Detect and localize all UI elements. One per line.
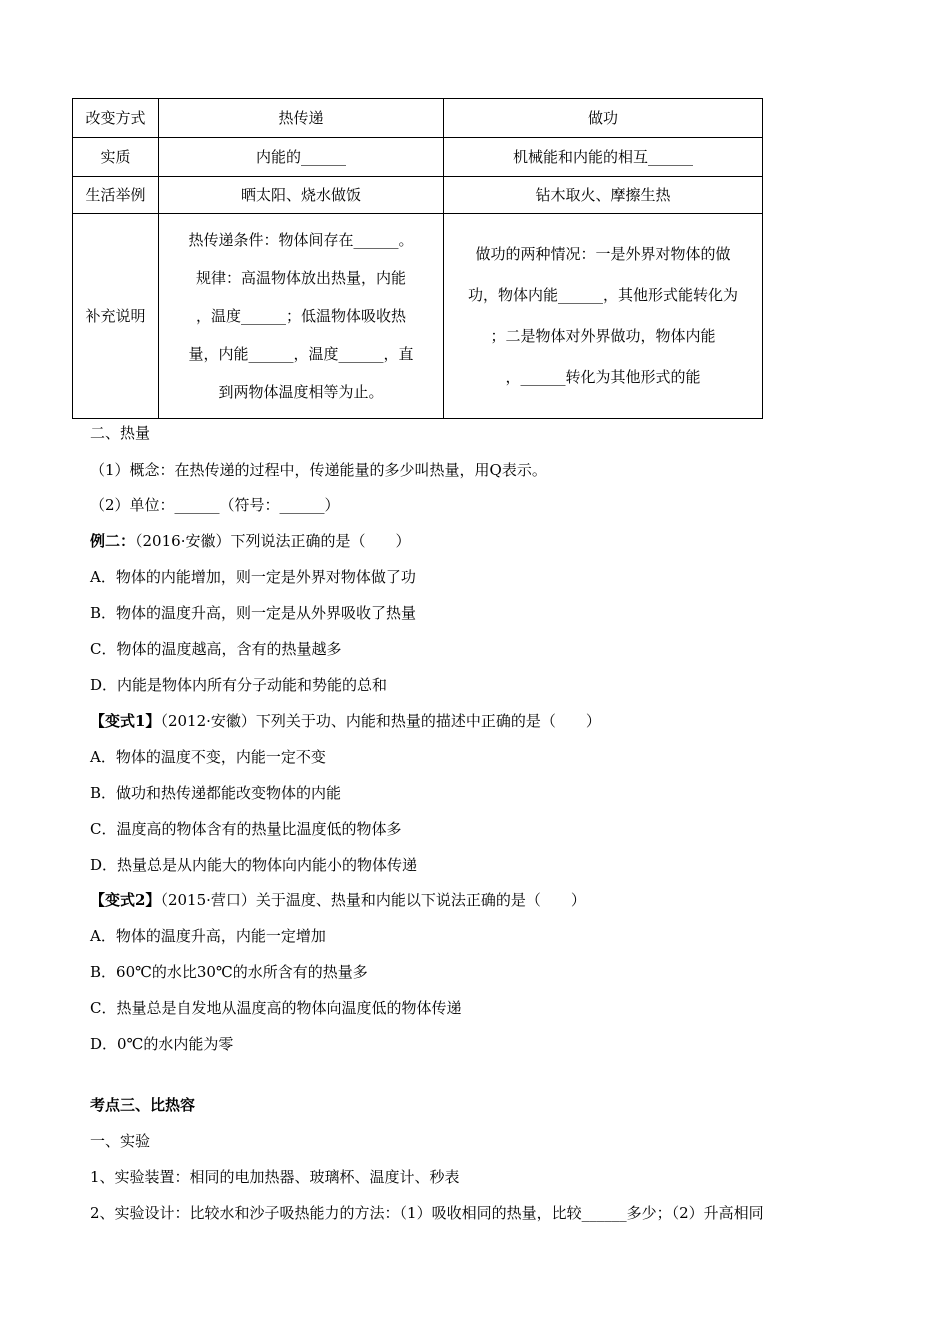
notes-work-line: ，______转化为其他形式的能 <box>505 368 701 386</box>
essence-work: 机械能和内能的相互______ <box>444 138 763 177</box>
example-2-option-b: B．物体的温度升高，则一定是从外界吸收了热量 <box>90 604 417 622</box>
examples-heat: 晒太阳、烧水做饭 <box>159 177 444 214</box>
notes-work-line: 功，物体内能______，其他形式能转化为 <box>467 286 738 304</box>
notes-work-line: 做功的两种情况：一是外界对物体的做 <box>475 245 731 263</box>
row-label-essence: 实质 <box>73 138 159 177</box>
row-label-examples: 生活举例 <box>73 177 159 214</box>
variant-2-option-c: C．热量总是自发地从温度高的物体向温度低的物体传递 <box>90 999 462 1017</box>
heat-concept: （1）概念：在热传递的过程中，传递能量的多少叫热量，用Q表示。 <box>90 461 547 479</box>
heat-unit: （2）单位：______（符号：______） <box>90 496 340 514</box>
notes-work <box>444 214 763 419</box>
experiment-design: 2、实验设计：比较水和沙子吸热能力的方法：（1）吸收相同的热量，比较______多少；（2）升高相同 <box>90 1204 764 1222</box>
section-heat-heading: 二、热量 <box>90 424 151 442</box>
variant-1-question: 【变式1】（2012·安徽）下列关于功、内能和热量的描述中正确的是（ ） <box>90 712 601 730</box>
variant-2-option-a: A．物体的温度升高，内能一定增加 <box>90 927 326 945</box>
notes-heat-line: 规律：高温物体放出热量，内能 <box>195 269 406 287</box>
notes-heat-line: 热传递条件：物体间存在______。 <box>188 231 414 249</box>
header-method: 改变方式 <box>73 99 159 138</box>
notes-heat <box>159 214 444 419</box>
variant-2-question: 【变式2】（2015·营口）关于温度、热量和内能以下说法正确的是（ ） <box>90 891 586 909</box>
variant-1-option-a: A．物体的温度不变，内能一定不变 <box>90 748 326 766</box>
comparison-table <box>72 98 763 419</box>
example-2-option-c: C．物体的温度越高，含有的热量越多 <box>90 640 342 658</box>
variant-2-option-b: B．60℃的水比30℃的水所含有的热量多 <box>90 963 368 981</box>
experiment-heading: 一、实验 <box>90 1132 151 1150</box>
experiment-apparatus: 1、实验装置：相同的电加热器、玻璃杯、温度计、秒表 <box>90 1168 460 1186</box>
notes-heat-line: 量，内能______，温度______，直 <box>188 345 414 363</box>
variant-2-option-d: D．0℃的水内能为零 <box>90 1035 234 1053</box>
example-2-option-d: D．内能是物体内所有分子动能和势能的总和 <box>90 676 388 694</box>
essence-heat: 内能的______ <box>159 138 444 177</box>
example-2-question: 例二：（2016·安徽）下列说法正确的是（ ） <box>90 532 411 550</box>
variant-1-option-d: D．热量总是从内能大的物体向内能小的物体传递 <box>90 856 418 874</box>
examples-work: 钻木取火、摩擦生热 <box>444 177 763 214</box>
notes-work-line: ；二是物体对外界做功，物体内能 <box>490 327 716 345</box>
example-2-option-a: A．物体的内能增加，则一定是外界对物体做了功 <box>90 568 416 586</box>
notes-heat-line: ，温度______；低温物体吸收热 <box>195 307 406 325</box>
variant-1-option-b: B．做功和热传递都能改变物体的内能 <box>90 784 342 802</box>
notes-heat-line: 到两物体温度相等为止。 <box>218 383 384 401</box>
variant-1-option-c: C．温度高的物体含有的热量比温度低的物体多 <box>90 820 402 838</box>
topic-3-heading: 考点三、比热容 <box>90 1096 196 1114</box>
row-label-notes: 补充说明 <box>73 214 159 419</box>
header-heat-transfer: 热传递 <box>159 99 444 138</box>
header-work: 做功 <box>444 99 763 138</box>
